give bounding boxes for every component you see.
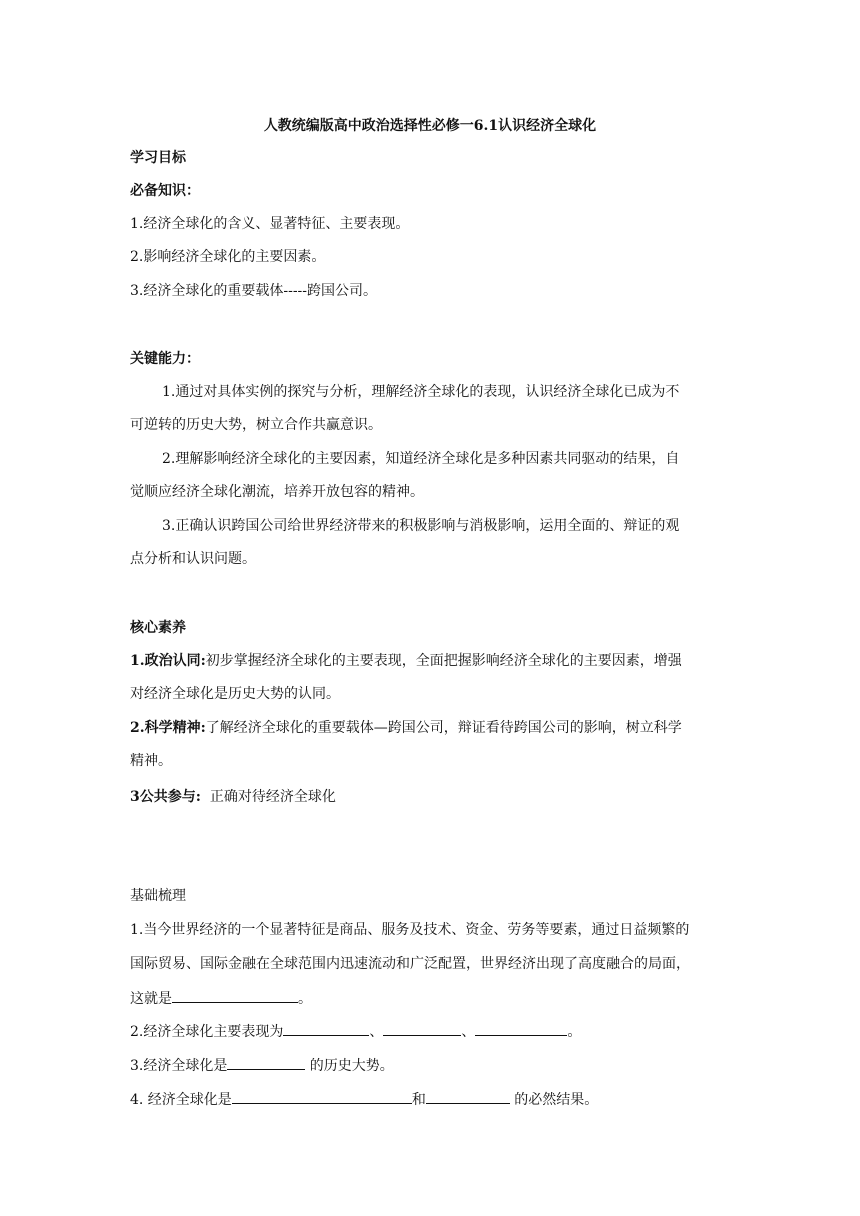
question-2-end: 。 — [567, 1024, 582, 1040]
ability-3-line-1: 3.正确认识跨国公司给世界经济带来的积极影响与消极影响，运用全面的、辩证的观 — [162, 518, 680, 534]
question-4 — [130, 1089, 730, 1110]
literacy-item-1-label: 1.政治认同: — [130, 653, 206, 669]
literacy-item-2-label: 2.科学精神: — [130, 720, 206, 736]
answer-blank-2c[interactable] — [475, 1021, 567, 1036]
answer-blank-1[interactable] — [172, 988, 298, 1003]
question-3-prefix: 3.经济全球化是 — [130, 1058, 228, 1074]
answer-blank-3[interactable] — [227, 1055, 305, 1070]
answer-blank-2b[interactable] — [383, 1021, 461, 1036]
question-2-prefix: 2.经济全球化主要表现为 — [130, 1024, 284, 1040]
ability-2-line-1: 2.理解影响经济全球化的主要因素，知道经济全球化是多种因素共同驱动的结果，自 — [162, 451, 680, 467]
literacy-item-2-line-2: 精神。 — [130, 753, 172, 769]
question-2-sep-1: 、 — [369, 1024, 384, 1040]
ability-2-line-2: 觉顺应经济全球化潮流，培养开放包容的精神。 — [130, 484, 424, 500]
knowledge-item-3: 3.经济全球化的重要载体-----跨国公司。 — [130, 283, 378, 299]
core-literacy-heading: 核心素养 — [130, 620, 186, 636]
question-2 — [130, 1021, 730, 1042]
learning-goals-heading: 学习目标 — [130, 150, 186, 166]
literacy-item-1-line-1 — [130, 651, 730, 671]
knowledge-item-2: 2.影响经济全球化的主要因素。 — [130, 249, 326, 265]
ability-1-line-2: 可逆转的历史大势，树立合作共赢意识。 — [130, 417, 382, 433]
key-abilities-heading: 关键能力： — [130, 351, 200, 367]
question-1-line-2: 国际贸易、国际金融在全球范围内迅速流动和广泛配置，世界经济出现了高度融合的局面， — [130, 956, 690, 972]
literacy-item-2-text: 了解经济全球化的重要载体—跨国公司，辩证看待跨国公司的影响，树立科学 — [205, 720, 682, 736]
question-1-prefix: 这就是 — [130, 991, 172, 1007]
answer-blank-2a[interactable] — [283, 1021, 369, 1036]
document-title: 人教统编版高中政治选择性必修一6.1认识经济全球化 — [263, 118, 597, 134]
question-4-and: 和 — [411, 1092, 426, 1108]
answer-blank-4b[interactable] — [426, 1089, 510, 1104]
question-3-suffix: 的历史大势。 — [305, 1058, 394, 1074]
question-3 — [130, 1055, 730, 1076]
literacy-item-3-label: 3公共参与: — [130, 789, 201, 805]
question-1-line-1: 1.当今世界经济的一个显著特征是商品、服务及技术、资金、劳务等要素，通过日益频繁的 — [130, 922, 690, 938]
question-1-line-3 — [130, 988, 730, 1009]
question-4-suffix: 的必然结果。 — [509, 1092, 599, 1108]
question-2-sep-2: 、 — [461, 1024, 476, 1040]
literacy-item-3 — [130, 787, 730, 807]
basics-heading: 基础梳理 — [130, 888, 186, 904]
literacy-item-1-text: 初步掌握经济全球化的主要表现，全面把握影响经济全球化的主要因素，增强 — [205, 653, 682, 669]
answer-blank-4a[interactable] — [232, 1089, 412, 1104]
ability-3-line-2: 点分析和认识问题。 — [130, 551, 256, 567]
literacy-item-2-line-1 — [130, 718, 730, 738]
literacy-item-3-text: 正确对待经济全球化 — [209, 789, 336, 805]
question-1-suffix: 。 — [298, 991, 312, 1007]
question-4-prefix: 4. 经济全球化是 — [130, 1092, 232, 1108]
required-knowledge-heading: 必备知识： — [130, 183, 200, 199]
literacy-item-1-line-2: 对经济全球化是历史大势的认同。 — [130, 686, 340, 702]
knowledge-item-1: 1.经济全球化的含义、显著特征、主要表现。 — [130, 216, 410, 232]
ability-1-line-1: 1.通过对具体实例的探究与分析，理解经济全球化的表现，认识经济全球化已成为不 — [162, 384, 680, 400]
